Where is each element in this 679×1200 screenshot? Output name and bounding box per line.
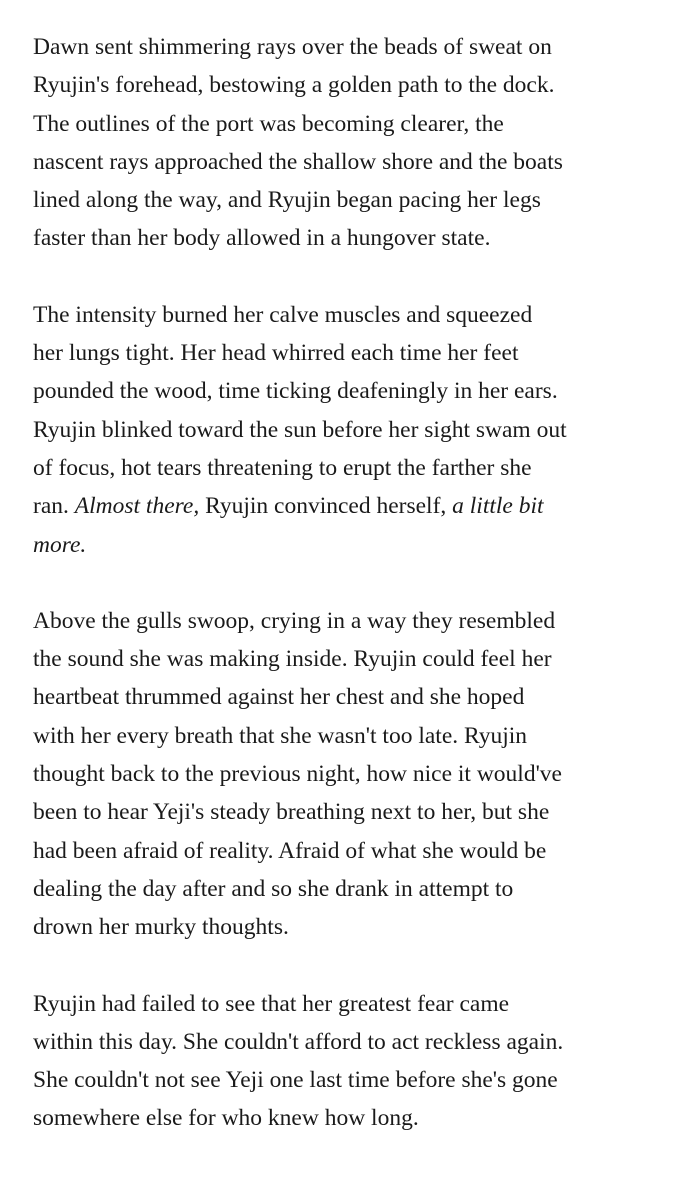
- text-line: The outlines of the port was becoming clearer, the: [33, 110, 504, 137]
- text-line: Above the gulls swoop, crying in a way they resembled: [33, 607, 556, 634]
- paragraph-4: [33, 985, 649, 1138]
- text-run: ran.: [33, 493, 75, 520]
- italic-text: a little bit: [452, 493, 544, 520]
- text-line: pounded the wood, time ticking deafeningly in her ears.: [33, 378, 558, 405]
- text-line-with-italics: [33, 526, 649, 564]
- text-run: Ryujin convinced herself,: [199, 493, 453, 520]
- paragraph-2: [33, 296, 649, 564]
- text-line: been to hear Yeji's steady breathing next to her, but she: [33, 799, 550, 826]
- paragraph-3: [33, 602, 649, 947]
- text-line: with her every breath that she wasn't too late. Ryujin: [33, 722, 528, 749]
- text-line-with-italics: [33, 487, 649, 525]
- text-line: heartbeat thrummed against her chest and she hoped: [33, 684, 525, 711]
- text-line: of focus, hot tears threatening to erupt the farther she: [33, 454, 532, 481]
- italic-text: more.: [33, 531, 87, 558]
- text-line: faster than her body allowed in a hungover state.: [33, 225, 491, 252]
- text-line: lined along the way, and Ryujin began pacing her legs: [33, 187, 541, 214]
- paragraph-gap: [33, 564, 649, 602]
- text-line: dealing the day after and so she drank in attempt to: [33, 875, 514, 902]
- text-line: She couldn't not see Yeji one last time before she's gone: [33, 1067, 558, 1094]
- text-line: Ryujin's forehead, bestowing a golden path to the dock.: [33, 72, 555, 99]
- text-line: Ryujin had failed to see that her greatest fear came: [33, 990, 510, 1017]
- text-line: Dawn sent shimmering rays over the beads of sweat on: [33, 34, 552, 60]
- text-line: nascent rays approached the shallow shore and the boats: [33, 148, 563, 175]
- text-line: thought back to the previous night, how nice it would've: [33, 761, 562, 788]
- text-line: within this day. She couldn't afford to act reckless again.: [33, 1028, 564, 1055]
- paragraph-1: [33, 28, 649, 258]
- text-line: had been afraid of reality. Afraid of what she would be: [33, 837, 547, 864]
- text-line: The intensity burned her calve muscles and squeezed: [33, 301, 533, 328]
- text-line: Ryujin blinked toward the sun before her sight swam out: [33, 416, 567, 443]
- paragraph-gap: [33, 258, 649, 296]
- italic-text: Almost there,: [74, 493, 200, 520]
- text-line: her lungs tight. Her head whirred each time her feet: [33, 340, 519, 367]
- text-line: somewhere else for who knew how long.: [33, 1105, 419, 1132]
- text-line: the sound she was making inside. Ryujin could feel her: [33, 646, 552, 673]
- paragraph-gap: [33, 947, 649, 985]
- text-line: drown her murky thoughts.: [33, 914, 289, 941]
